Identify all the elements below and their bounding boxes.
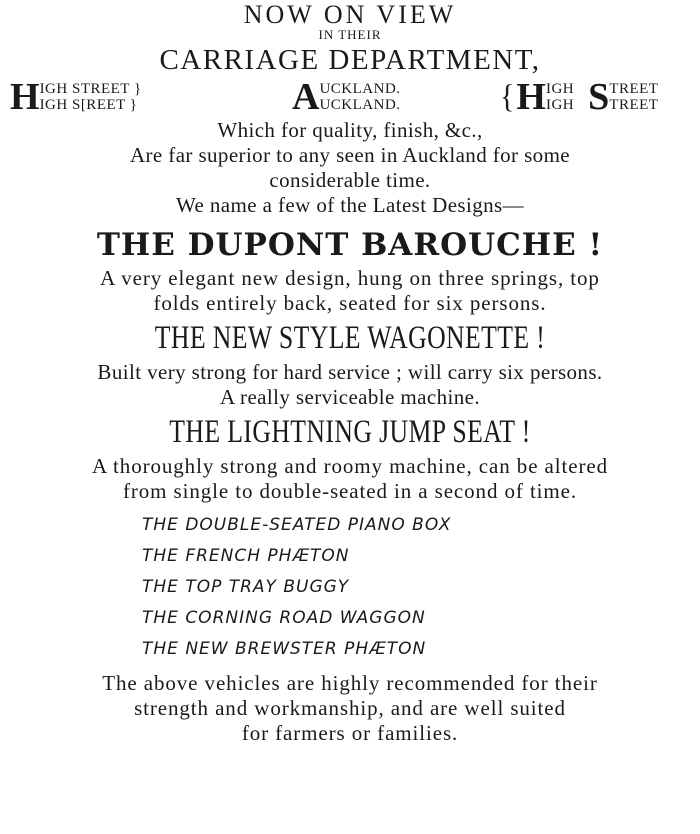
- in-their-line: IN THEIR: [318, 27, 382, 42]
- address-middle-initial: A: [292, 76, 320, 118]
- address-left: [10, 76, 142, 118]
- department-heading: CARRIAGE DEPARTMENT,: [159, 44, 541, 76]
- dupont-desc-line-1: A very elegant new design, hung on three springs, top: [100, 266, 600, 290]
- wagonette-desc-line-2: A really serviceable machine.: [220, 385, 480, 409]
- jump-seat-title: THE LIGHTNING JUMP SEAT !: [169, 414, 531, 450]
- closing-line-1: The above vehicles are highly recommended for their: [102, 671, 598, 695]
- jump-seat-desc-line-1: A thoroughly strong and roomy machine, can be altered: [92, 454, 608, 478]
- model-item: THE FRENCH PHÆTON: [142, 546, 350, 566]
- closing-line-3: for farmers or families.: [241, 721, 459, 745]
- model-item: THE CORNING ROAD WAGGON: [142, 608, 426, 628]
- address-right-top-1: IGH: [545, 81, 575, 97]
- dupont-barouche-title: THE DUPONT BAROUCHE !: [96, 227, 604, 263]
- jump-seat-description: [4, 454, 696, 504]
- address-left-stack: [40, 81, 142, 113]
- model-item: THE TOP TRAY BUGGY: [142, 577, 350, 597]
- address-right-bottom-1: IGH: [545, 97, 575, 113]
- address-left-bottom: IGH S[REET }: [39, 97, 138, 113]
- model-item: THE NEW BREWSTER PHÆTON: [142, 639, 427, 659]
- intro-line-4: We name a few of the Latest Designs—: [175, 193, 524, 217]
- intro-line-1: Which for quality, finish, &c.,: [217, 118, 483, 142]
- address-left-top: IGH STREET }: [39, 81, 142, 97]
- address-right-stack-2: [609, 81, 658, 113]
- address-middle-stack: [319, 81, 400, 113]
- closing-line-2: strength and workmanship, and are well suited: [134, 696, 566, 720]
- address-left-initial: H: [10, 76, 40, 118]
- model-item: THE DOUBLE-SEATED PIANO BOX: [142, 515, 452, 535]
- address-right-bottom-2: TREET: [609, 97, 659, 113]
- wagonette-desc-line-1: Built very strong for hard service ; will carry six persons.: [97, 360, 603, 384]
- intro-line-2: Are far superior to any seen in Auckland for some: [129, 143, 571, 167]
- address-middle-bottom: UCKLAND.: [319, 97, 401, 113]
- address-right-stack-1: [546, 81, 574, 113]
- address-row: [4, 78, 696, 118]
- address-right: [498, 76, 659, 118]
- wagonette-title: THE NEW STYLE WAGONETTE !: [154, 320, 546, 356]
- address-right-top-2: TREET: [609, 81, 659, 97]
- intro-line-3: considerable time.: [269, 168, 431, 192]
- now-on-view-heading: NOW ON VIEW: [243, 0, 457, 29]
- closing-text: [4, 671, 696, 746]
- address-middle-top: UCKLAND.: [319, 81, 401, 97]
- address-middle: [292, 76, 401, 118]
- address-right-initial-2: S: [588, 76, 610, 118]
- address-right-initial-1: H: [516, 76, 546, 118]
- address-right-brace: {: [500, 78, 515, 115]
- dupont-barouche-description: [4, 266, 696, 316]
- model-list: [142, 510, 696, 665]
- dupont-desc-line-2: folds entirely back, seated for six persons.: [153, 291, 547, 315]
- jump-seat-desc-line-2: from single to double-seated in a second of time.: [122, 479, 578, 503]
- wagonette-description: [4, 360, 696, 410]
- intro-text: [4, 118, 696, 218]
